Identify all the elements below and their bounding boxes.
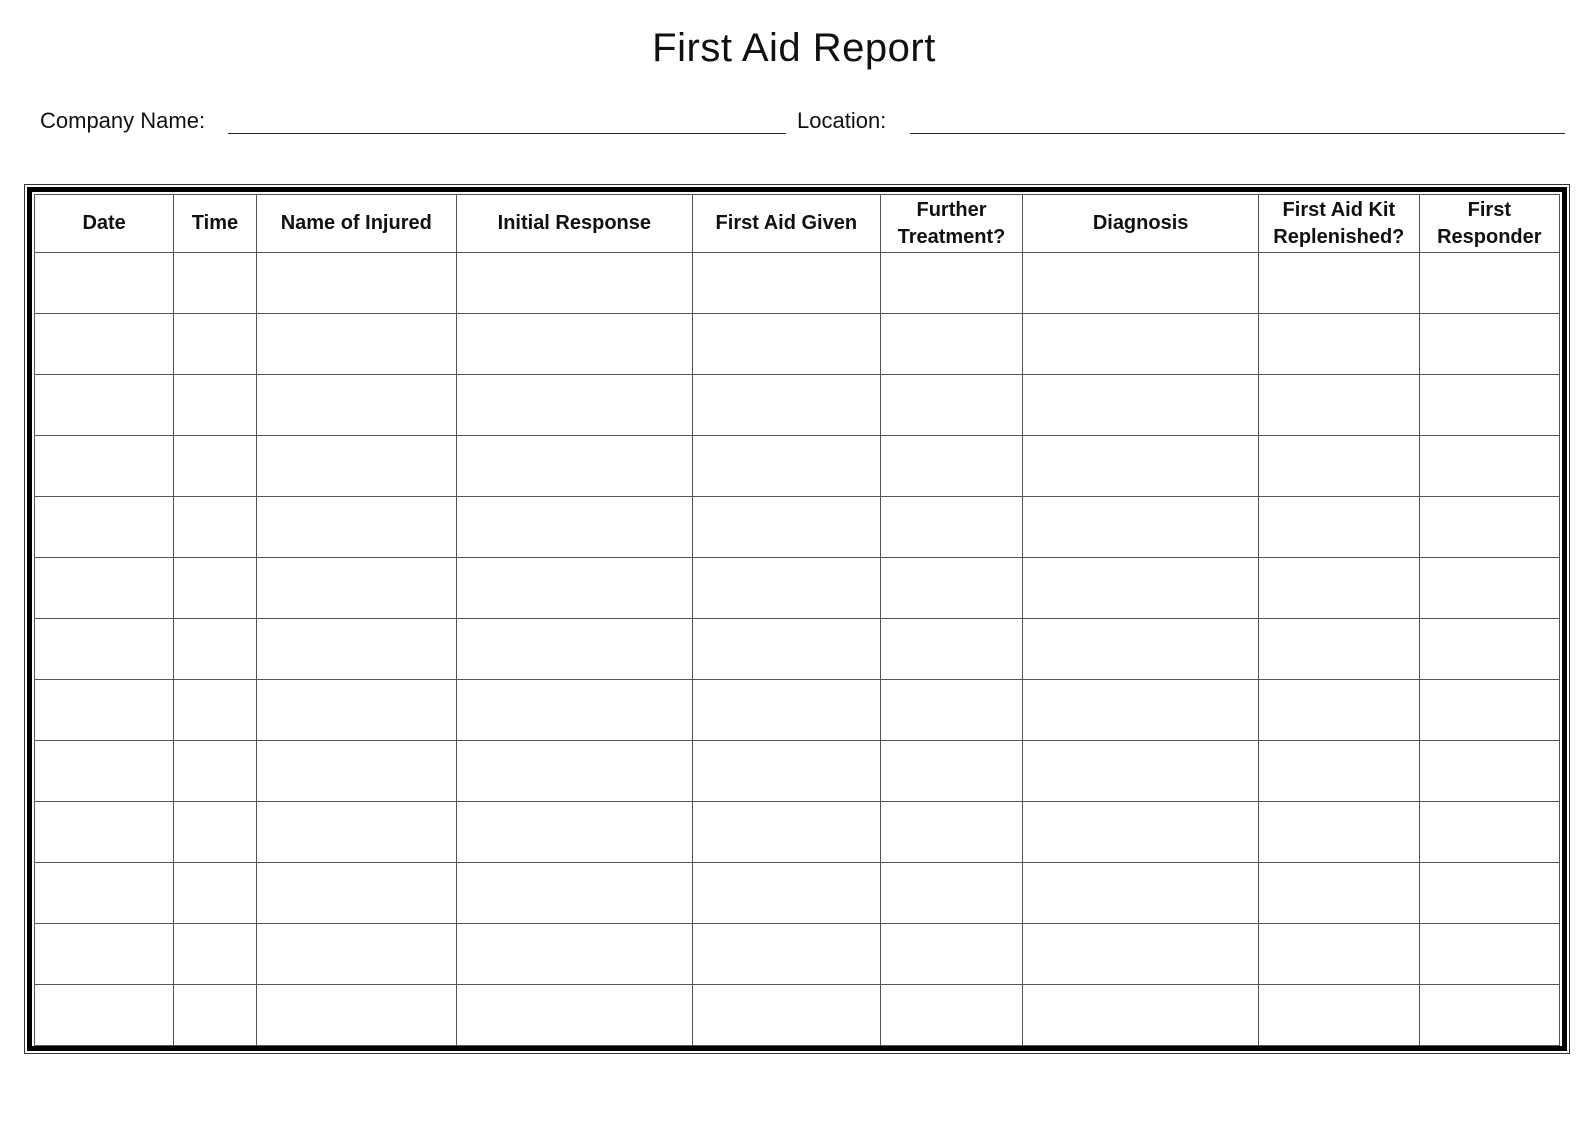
table-cell-further-treatment[interactable] <box>880 314 1022 375</box>
table-cell-initial-response[interactable] <box>456 863 692 924</box>
table-cell-time[interactable] <box>174 619 256 680</box>
table-row <box>35 375 1560 436</box>
table-cell-date[interactable] <box>35 680 174 741</box>
column-header-first-responder <box>1419 195 1559 253</box>
table-cell-date[interactable] <box>35 619 174 680</box>
table-cell-first-aid-given[interactable] <box>692 924 880 985</box>
table-cell-name-of-injured[interactable] <box>256 619 456 680</box>
table-cell-first-responder[interactable] <box>1419 497 1559 558</box>
table-cell-first-responder[interactable] <box>1419 619 1559 680</box>
table-cell-diagnosis[interactable] <box>1023 314 1259 375</box>
location-label: Location: <box>797 108 887 133</box>
column-header-initial-response <box>456 195 692 253</box>
table-cell-initial-response[interactable] <box>456 375 692 436</box>
table-cell-kit-replenished[interactable] <box>1259 375 1420 436</box>
company-name-label: Company Name: <box>40 108 206 133</box>
table-cell-kit-replenished[interactable] <box>1259 497 1420 558</box>
table-row <box>35 253 1560 314</box>
table-row <box>35 863 1560 924</box>
table-cell-name-of-injured[interactable] <box>256 802 456 863</box>
table-cell-name-of-injured[interactable] <box>256 680 456 741</box>
column-header-text: Responder <box>1437 225 1542 248</box>
table-cell-kit-replenished[interactable] <box>1259 680 1420 741</box>
table-cell-name-of-injured[interactable] <box>256 436 456 497</box>
table-cell-further-treatment[interactable] <box>880 863 1022 924</box>
table-row <box>35 802 1560 863</box>
table-cell-initial-response[interactable] <box>456 802 692 863</box>
table-cell-first-responder[interactable] <box>1419 680 1559 741</box>
table-cell-initial-response[interactable] <box>456 619 692 680</box>
table-cell-further-treatment[interactable] <box>880 253 1022 314</box>
table-cell-first-aid-given[interactable] <box>692 863 880 924</box>
report-table-frame <box>24 184 1570 1054</box>
column-header-text: Treatment? <box>897 225 1006 248</box>
table-cell-time[interactable] <box>174 375 256 436</box>
table-cell-first-aid-given[interactable] <box>692 802 880 863</box>
table-cell-first-responder[interactable] <box>1419 314 1559 375</box>
table-cell-first-aid-given[interactable] <box>692 985 880 1046</box>
table-cell-diagnosis[interactable] <box>1023 253 1259 314</box>
table-row <box>35 924 1560 985</box>
table-cell-date[interactable] <box>35 497 174 558</box>
table-cell-name-of-injured[interactable] <box>256 314 456 375</box>
column-header-text: Further <box>916 198 987 221</box>
column-header-time <box>174 195 256 253</box>
table-cell-diagnosis[interactable] <box>1023 497 1259 558</box>
table-cell-first-aid-given[interactable] <box>692 619 880 680</box>
table-cell-first-aid-given[interactable] <box>692 436 880 497</box>
column-header-text: First Aid Given <box>715 212 858 234</box>
table-cell-name-of-injured[interactable] <box>256 497 456 558</box>
column-header-diagnosis <box>1023 195 1259 253</box>
table-cell-name-of-injured[interactable] <box>256 253 456 314</box>
table-cell-initial-response[interactable] <box>456 497 692 558</box>
table-row <box>35 314 1560 375</box>
table-cell-name-of-injured[interactable] <box>256 741 456 802</box>
table-cell-name-of-injured[interactable] <box>256 863 456 924</box>
table-cell-name-of-injured[interactable] <box>256 375 456 436</box>
table-cell-diagnosis[interactable] <box>1023 436 1259 497</box>
table-cell-initial-response[interactable] <box>456 924 692 985</box>
table-cell-first-aid-given[interactable] <box>692 558 880 619</box>
table-cell-time[interactable] <box>174 314 256 375</box>
table-cell-time[interactable] <box>174 985 256 1046</box>
table-row <box>35 619 1560 680</box>
location-input[interactable] <box>910 110 1565 134</box>
table-row <box>35 558 1560 619</box>
table-cell-kit-replenished[interactable] <box>1259 741 1420 802</box>
table-cell-initial-response[interactable] <box>456 741 692 802</box>
table-cell-date[interactable] <box>35 985 174 1046</box>
table-cell-kit-replenished[interactable] <box>1259 924 1420 985</box>
table-cell-diagnosis[interactable] <box>1023 802 1259 863</box>
table-cell-initial-response[interactable] <box>456 314 692 375</box>
table-cell-kit-replenished[interactable] <box>1259 985 1420 1046</box>
table-cell-date[interactable] <box>35 863 174 924</box>
table-cell-initial-response[interactable] <box>456 680 692 741</box>
table-cell-diagnosis[interactable] <box>1023 741 1259 802</box>
table-cell-first-responder[interactable] <box>1419 741 1559 802</box>
column-header-first-aid-given <box>692 195 880 253</box>
page-title: First Aid Report <box>652 26 936 70</box>
table-cell-first-responder[interactable] <box>1419 436 1559 497</box>
table-cell-time[interactable] <box>174 680 256 741</box>
table-cell-further-treatment[interactable] <box>880 802 1022 863</box>
table-cell-date[interactable] <box>35 802 174 863</box>
table-cell-time[interactable] <box>174 497 256 558</box>
table-cell-kit-replenished[interactable] <box>1259 436 1420 497</box>
table-cell-first-aid-given[interactable] <box>692 741 880 802</box>
table-cell-kit-replenished[interactable] <box>1259 314 1420 375</box>
table-cell-date[interactable] <box>35 436 174 497</box>
table-cell-initial-response[interactable] <box>456 985 692 1046</box>
table-cell-further-treatment[interactable] <box>880 985 1022 1046</box>
table-cell-further-treatment[interactable] <box>880 924 1022 985</box>
table-body <box>35 253 1560 1046</box>
table-cell-date[interactable] <box>35 375 174 436</box>
column-header-text: Diagnosis <box>1092 212 1189 234</box>
table-cell-initial-response[interactable] <box>456 558 692 619</box>
table-cell-first-responder[interactable] <box>1419 253 1559 314</box>
table-cell-first-responder[interactable] <box>1419 985 1559 1046</box>
table-cell-first-responder[interactable] <box>1419 924 1559 985</box>
table-cell-diagnosis[interactable] <box>1023 619 1259 680</box>
column-header-text: Replenished? <box>1273 225 1405 248</box>
table-cell-further-treatment[interactable] <box>880 619 1022 680</box>
column-header-text: Time <box>191 212 239 234</box>
table-row <box>35 985 1560 1046</box>
table-cell-time[interactable] <box>174 802 256 863</box>
company-name-input[interactable] <box>228 110 786 134</box>
table-cell-first-responder[interactable] <box>1419 558 1559 619</box>
table-row <box>35 436 1560 497</box>
table-cell-first-responder[interactable] <box>1419 863 1559 924</box>
column-header-date <box>35 195 174 253</box>
table-cell-time[interactable] <box>174 741 256 802</box>
column-header-text: Name of Injured <box>280 212 432 234</box>
table-header-row <box>35 195 1560 253</box>
table-cell-further-treatment[interactable] <box>880 375 1022 436</box>
table-cell-kit-replenished[interactable] <box>1259 558 1420 619</box>
table-cell-date[interactable] <box>35 253 174 314</box>
table-cell-time[interactable] <box>174 558 256 619</box>
table-cell-name-of-injured[interactable] <box>256 558 456 619</box>
table-cell-diagnosis[interactable] <box>1023 680 1259 741</box>
column-header-name-of-injured <box>256 195 456 253</box>
table-row <box>35 680 1560 741</box>
table-cell-further-treatment[interactable] <box>880 741 1022 802</box>
table-cell-first-aid-given[interactable] <box>692 375 880 436</box>
table-cell-further-treatment[interactable] <box>880 436 1022 497</box>
column-header-text: First Aid Kit <box>1282 198 1396 221</box>
table-cell-date[interactable] <box>35 924 174 985</box>
table-cell-diagnosis[interactable] <box>1023 558 1259 619</box>
table-cell-kit-replenished[interactable] <box>1259 863 1420 924</box>
table-cell-time[interactable] <box>174 863 256 924</box>
column-header-text: Initial Response <box>497 212 652 234</box>
table-cell-time[interactable] <box>174 924 256 985</box>
report-table-border <box>27 187 1567 1051</box>
table-cell-kit-replenished[interactable] <box>1259 802 1420 863</box>
table-cell-kit-replenished[interactable] <box>1259 619 1420 680</box>
table-cell-time[interactable] <box>174 436 256 497</box>
table-cell-kit-replenished[interactable] <box>1259 253 1420 314</box>
table-cell-date[interactable] <box>35 314 174 375</box>
table-cell-first-responder[interactable] <box>1419 375 1559 436</box>
table-cell-diagnosis[interactable] <box>1023 985 1259 1046</box>
table-cell-further-treatment[interactable] <box>880 497 1022 558</box>
table-cell-initial-response[interactable] <box>456 436 692 497</box>
table-cell-diagnosis[interactable] <box>1023 375 1259 436</box>
table-cell-first-responder[interactable] <box>1419 802 1559 863</box>
table-cell-further-treatment[interactable] <box>880 680 1022 741</box>
column-header-kit-replenished <box>1259 195 1420 253</box>
table-cell-further-treatment[interactable] <box>880 558 1022 619</box>
table-cell-initial-response[interactable] <box>456 253 692 314</box>
table-row <box>35 497 1560 558</box>
column-header-further-treatment <box>880 195 1022 253</box>
column-header-text: First <box>1467 198 1511 221</box>
table-cell-date[interactable] <box>35 741 174 802</box>
table-cell-first-aid-given[interactable] <box>692 497 880 558</box>
table-cell-date[interactable] <box>35 558 174 619</box>
table-cell-time[interactable] <box>174 253 256 314</box>
column-header-text: Date <box>82 212 126 234</box>
table-row <box>35 741 1560 802</box>
first-aid-report-table <box>34 194 1560 1046</box>
table-cell-name-of-injured[interactable] <box>256 924 456 985</box>
table-cell-first-aid-given[interactable] <box>692 314 880 375</box>
table-cell-diagnosis[interactable] <box>1023 924 1259 985</box>
table-cell-first-aid-given[interactable] <box>692 253 880 314</box>
table-cell-name-of-injured[interactable] <box>256 985 456 1046</box>
table-cell-first-aid-given[interactable] <box>692 680 880 741</box>
table-cell-diagnosis[interactable] <box>1023 863 1259 924</box>
